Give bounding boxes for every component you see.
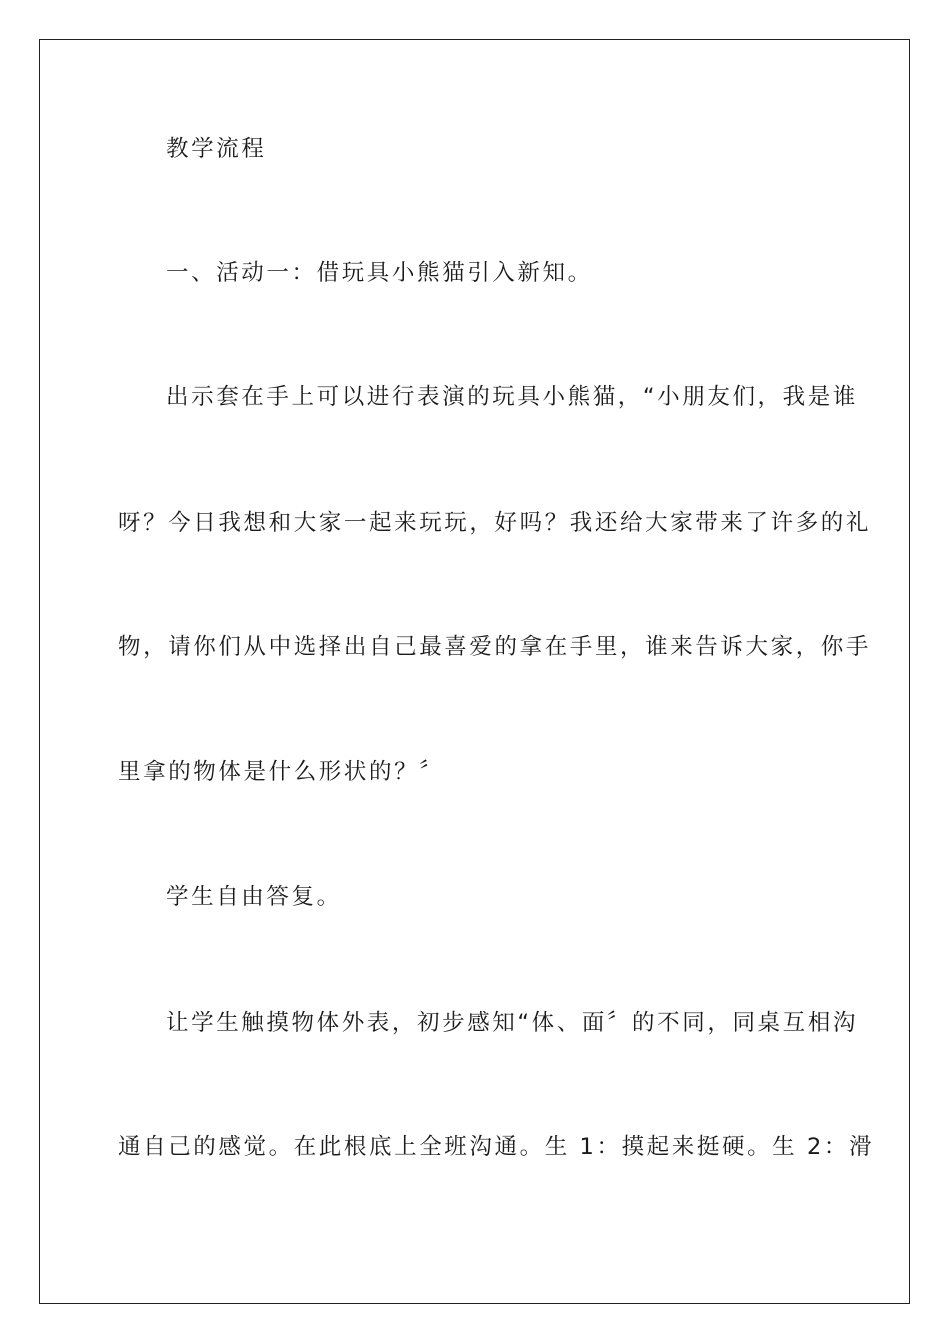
activity-heading: 一、活动一：借玩具小熊猫引入新知。 xyxy=(166,260,593,286)
paragraph-line: 里拿的物体是什么形状的？〞 xyxy=(118,759,445,785)
section-heading: 教学流程 xyxy=(166,136,267,162)
paragraph-line: 学生自由答复。 xyxy=(166,884,342,910)
paragraph-line: 通自己的感觉。在此根底上全班沟通。生 1：摸起来挺硬。生 2：滑 xyxy=(118,1134,875,1160)
paragraph-line: 出示套在手上可以进行表演的玩具小熊猫，“小朋友们，我是谁 xyxy=(166,384,858,410)
paragraph-line: 让学生触摸物体外表，初步感知“体、面〞的不同，同桌互相沟 xyxy=(166,1010,858,1036)
paragraph-line: 呀？今日我想和大家一起来玩玩，好吗？我还给大家带来了许多的礼 xyxy=(118,510,872,536)
page-border xyxy=(39,39,910,1304)
paragraph-line: 物，请你们从中选择出自己最喜爱的拿在手里，谁来告诉大家，你手 xyxy=(118,634,872,660)
